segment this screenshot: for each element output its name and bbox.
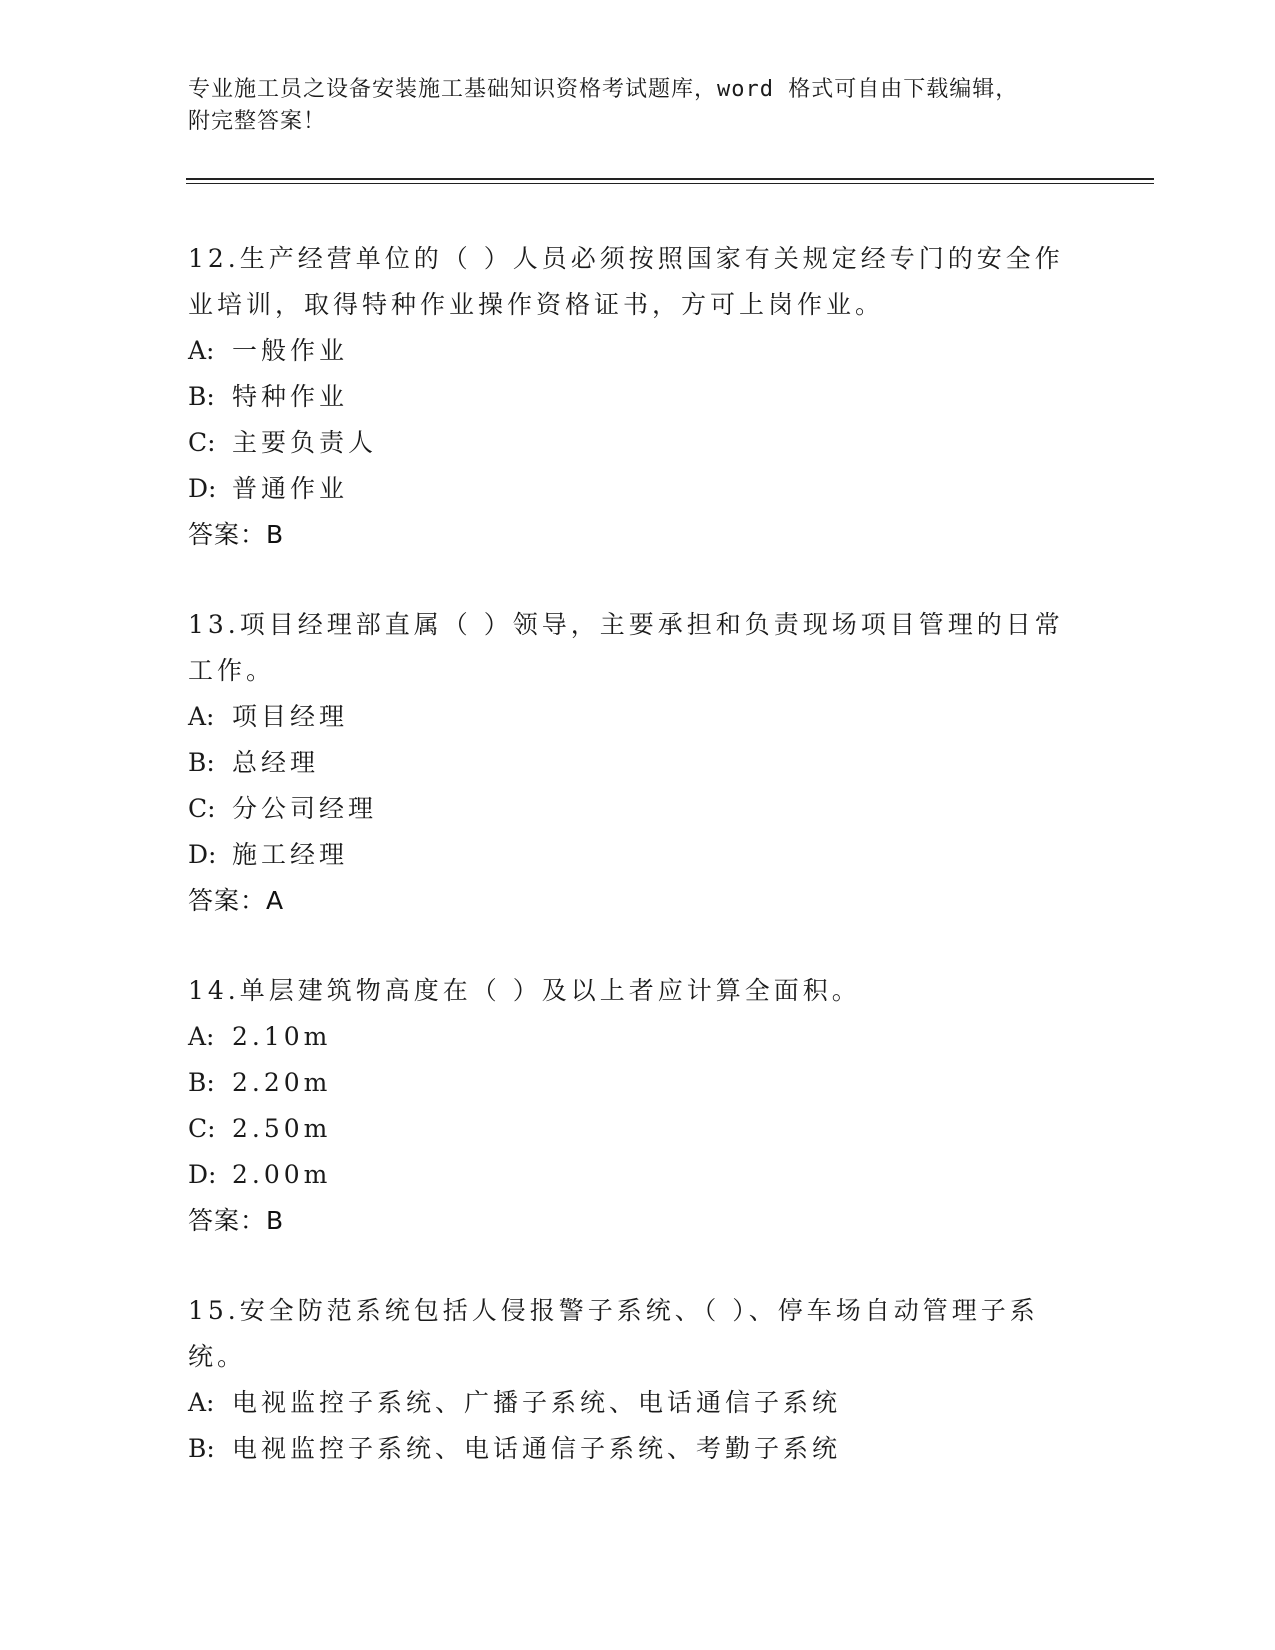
- option-key: A:: [188, 336, 215, 365]
- option-key: A:: [188, 1388, 215, 1417]
- option-text: 项目经理: [232, 702, 349, 731]
- question-stem: 15.安全防范系统包括人侵报警子系统、（ ）、停车场自动管理子系统。: [188, 1296, 1039, 1371]
- question-12: [188, 236, 1068, 558]
- option-text: 电视监控子系统、电话通信子系统、考勤子系统: [232, 1434, 842, 1463]
- option-key: D:: [188, 474, 217, 503]
- option-key: A:: [188, 1022, 215, 1051]
- document-header: [188, 74, 1088, 138]
- option-text: 特种作业: [232, 382, 349, 411]
- option-key: B:: [188, 1434, 215, 1463]
- option-a: [188, 694, 1068, 740]
- question-stem: 12.生产经营单位的（ ）人员必须按照国家有关规定经专门的安全作业培训，取得特种作业操作资格证书，方可上岗作业。: [188, 244, 1064, 319]
- option-d: [188, 1152, 1068, 1198]
- option-key: B:: [188, 382, 215, 411]
- option-text: 2.00m: [232, 1160, 332, 1189]
- option-b: [188, 740, 1068, 786]
- header-divider-top: [186, 178, 1154, 180]
- option-text: 2.20m: [232, 1068, 332, 1097]
- option-c: [188, 420, 1068, 466]
- option-a: [188, 328, 1068, 374]
- option-key: D:: [188, 840, 217, 869]
- option-text: 主要负责人: [232, 428, 378, 457]
- question-stem: 13.项目经理部直属（ ）领导，主要承担和负责现场项目管理的日常工作。: [188, 610, 1064, 685]
- option-b: [188, 1060, 1068, 1106]
- option-text: 总经理: [232, 748, 320, 777]
- answer-line: 答案：B: [188, 1206, 285, 1235]
- option-text: 一般作业: [232, 336, 349, 365]
- option-key: C:: [188, 1114, 216, 1143]
- option-key: D:: [188, 1160, 217, 1189]
- option-key: C:: [188, 428, 216, 457]
- question-14: [188, 968, 1068, 1244]
- answer-line: 答案：A: [188, 886, 285, 915]
- option-b: [188, 1426, 1068, 1472]
- option-d: [188, 466, 1068, 512]
- option-a: [188, 1014, 1068, 1060]
- option-text: 电视监控子系统、广播子系统、电话通信子系统: [232, 1388, 842, 1417]
- header-line-2: 附完整答案！: [188, 109, 327, 134]
- option-c: [188, 1106, 1068, 1152]
- question-stem: 14.单层建筑物高度在（ ）及以上者应计算全面积。: [188, 976, 861, 1005]
- option-b: [188, 374, 1068, 420]
- option-text: 分公司经理: [232, 794, 378, 823]
- header-divider-bottom: [186, 183, 1154, 184]
- question-13: [188, 602, 1068, 924]
- answer-line: 答案：B: [188, 520, 285, 549]
- question-list: [188, 236, 1068, 1516]
- option-key: C:: [188, 794, 216, 823]
- option-key: B:: [188, 1068, 215, 1097]
- option-text: 2.10m: [232, 1022, 332, 1051]
- option-text: 2.50m: [232, 1114, 332, 1143]
- option-c: [188, 786, 1068, 832]
- header-line-1: 专业施工员之设备安装施工基础知识资格考试题库，word 格式可自由下载编辑，: [188, 77, 1019, 102]
- option-a: [188, 1380, 1068, 1426]
- option-key: A:: [188, 702, 215, 731]
- option-text: 普通作业: [232, 474, 349, 503]
- option-key: B:: [188, 748, 215, 777]
- option-d: [188, 832, 1068, 878]
- option-text: 施工经理: [232, 840, 349, 869]
- question-15: [188, 1288, 1068, 1472]
